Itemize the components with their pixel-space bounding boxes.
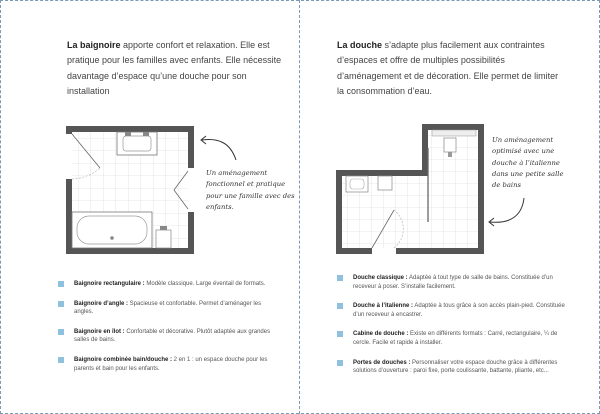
dashed-border-top	[0, 0, 600, 1]
list-item: Cabine de douche : Existe en différents formats : Carré, rectangulaire, ¼ de cercle. Facile et rapide à installer.	[337, 330, 567, 347]
bathtub-floor-plan	[66, 126, 194, 254]
bullet-square-icon	[58, 301, 64, 307]
bullet-square-icon	[58, 281, 64, 287]
shower-intro	[337, 38, 562, 99]
bathtub-plan-note: Un aménagement fonctionnel et pratique pour une famille avec des enfants.	[206, 169, 295, 211]
list-item: Baignoire d’angle : Spacieuse et confortable. Permet d’aménager les angles.	[58, 300, 273, 317]
bullet-square-icon	[58, 329, 64, 335]
shower-types-list	[337, 274, 567, 387]
list-item: Portes de douches : Personnaliser votre espace douche grâce à différentes solutions d’ouverture : paroi fixe, porte coulissante, battante, pliante, etc...	[337, 359, 567, 376]
shower-intro-text: s’adapte plus facilement aux contraintes d’espaces et offre de multiples possibilités d’aménagement et de décoration. Elle permet de limiter la consommation d’eau.	[337, 40, 559, 96]
bathtub-intro	[67, 38, 282, 99]
list-item: Baignoire en îlot : Confortable et décorative. Plutôt adaptée aux grandes salles de bains.	[58, 328, 273, 345]
page-fold-divider	[299, 0, 300, 414]
shower-intro-title: La douche	[337, 40, 383, 50]
shower-floor-plan	[336, 124, 484, 254]
list-item: Baignoire combinée bain/douche : 2 en 1 : un espace douche pour les parents et bain pour les enfants.	[58, 356, 273, 373]
shower-plan-note: Un aménagement optimisé avec une douche à l’italienne dans une petite salle de bains	[492, 136, 564, 190]
list-item: Douche à l’italienne : Adaptée à tous grâce à son accès plain-pied. Constituée d’un receveur à encastrer.	[337, 302, 567, 319]
list-item: Douche classique : Adaptée à tout type de salle de bains. Constituée d’un receveur à poser. S’installe facilement.	[337, 274, 567, 291]
right-annotation-arrow	[480, 196, 530, 230]
bullet-square-icon	[337, 360, 343, 366]
bullet-square-icon	[337, 303, 343, 309]
bullet-square-icon	[337, 331, 343, 337]
left-annotation-arrow	[196, 130, 240, 164]
list-item: Baignoire rectangulaire : Modèle classique. Large éventail de formats.	[58, 280, 273, 289]
bathtub-intro-title: La baignoire	[67, 40, 121, 50]
dashed-border-left	[0, 0, 1, 414]
bullet-square-icon	[337, 275, 343, 281]
bullet-square-icon	[58, 357, 64, 363]
bathtub-intro-text: apporte confort et relaxation. Elle est pratique pour les familles avec enfants. Elle nécessite davantage d’espace qu’une douche pour son installation	[67, 40, 282, 96]
bathtub-types-list	[58, 280, 273, 384]
